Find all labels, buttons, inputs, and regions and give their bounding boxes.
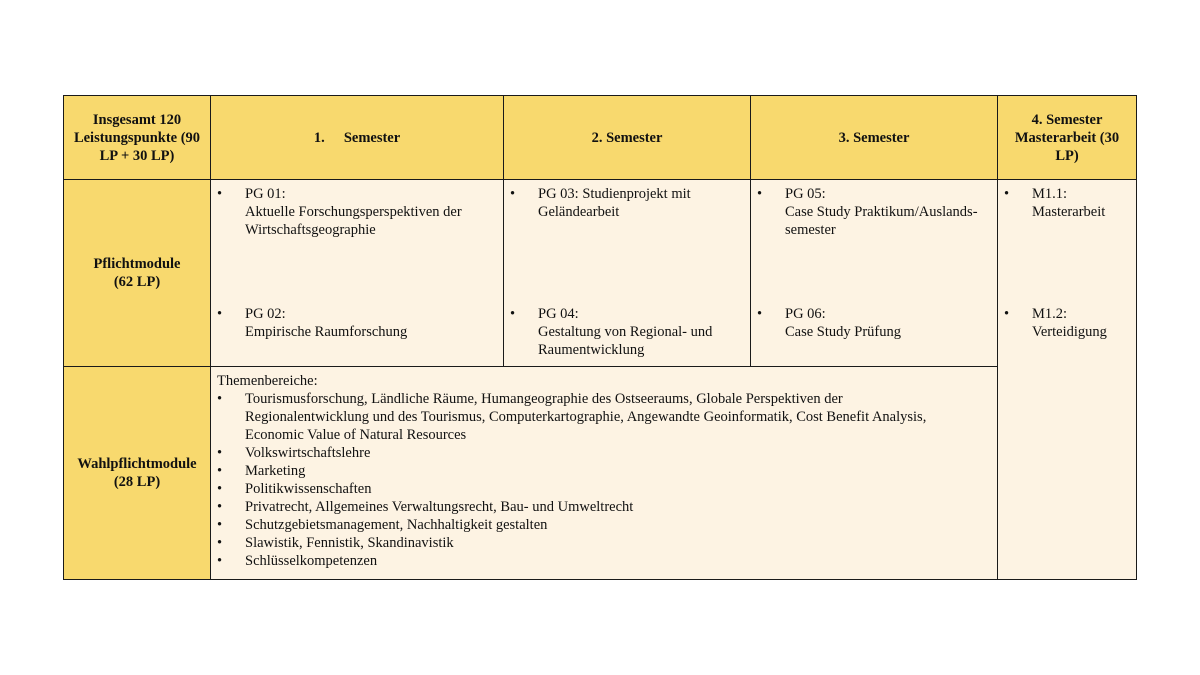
semester-4-label: 4. Semester Masterarbeit (30 LP) [1014, 111, 1120, 164]
module-pg05 [757, 185, 978, 239]
header-total-cell [63, 95, 211, 180]
list-item [217, 480, 926, 498]
module-pg04 [510, 305, 712, 359]
pflicht-lp: (62 LP) [113, 274, 161, 290]
list-item [217, 516, 926, 534]
module-pg06 [757, 305, 901, 341]
module-code: PG 02: [245, 306, 286, 322]
list-item [217, 462, 926, 480]
module-code: PG 01: [245, 186, 286, 202]
bullet-icon: • [217, 391, 223, 407]
list-item [217, 444, 926, 462]
module-m12 [1004, 305, 1107, 341]
module-m11 [1004, 185, 1105, 221]
pflicht-label-cell [63, 179, 211, 367]
header-semester-3 [750, 95, 998, 180]
topic-line: Slawistik, Fennistik, Skandinavistik [245, 535, 454, 551]
module-code: PG 03: Studienprojekt mit [538, 186, 691, 202]
bullet-icon: • [510, 306, 516, 322]
pflicht-label: Pflichtmodule [93, 256, 181, 272]
bullet-icon: • [757, 306, 763, 322]
bullet-icon: • [757, 186, 763, 202]
module-title-line: Aktuelle Forschungsperspektiven der [245, 204, 462, 220]
topic-line: Marketing [245, 463, 306, 479]
topic-line: Regionalentwicklung und des Tourismus, Computerkartographie, Angewandte Geoinformatik, Cost Benefit Analysis, [245, 409, 927, 425]
list-item [217, 498, 926, 516]
semester-2-label: 2. Semester [591, 129, 663, 146]
wahl-label-cell [63, 366, 211, 580]
topic-line: Schutzgebietsmanagement, Nachhaltigkeit gestalten [245, 517, 548, 533]
wahl-lp: (28 LP) [113, 474, 161, 490]
topic-line: Schlüsselkompetenzen [245, 553, 378, 569]
semester-1-label: Semester [343, 129, 401, 146]
header-semester-2 [503, 95, 751, 180]
topic-line: Privatrecht, Allgemeines Verwaltungsrecht, Bau- und Umweltrecht [245, 499, 634, 515]
bullet-icon: • [217, 535, 223, 551]
module-code: PG 06: [785, 306, 826, 322]
list-item [217, 534, 926, 552]
semester-1-number: 1. [313, 129, 325, 146]
list-item [217, 390, 926, 444]
header-semester-4 [997, 95, 1137, 180]
bullet-icon: • [217, 445, 223, 461]
module-pg03 [510, 185, 691, 221]
module-title-line: Verteidigung [1032, 324, 1107, 340]
module-code: M1.1: [1032, 186, 1068, 202]
bullet-icon: • [217, 306, 223, 322]
module-code: PG 05: [785, 186, 826, 202]
topic-line: Tourismusforschung, Ländliche Räume, Humangeographie des Ostseeraums, Globale Perspektiven der [245, 391, 843, 407]
module-title-line: Geländearbeit [538, 204, 620, 220]
module-code: PG 04: [538, 306, 579, 322]
module-title-line: semester [785, 222, 836, 238]
module-title-line: Wirtschaftsgeographie [245, 222, 376, 238]
semester-3-label: 3. Semester [838, 129, 910, 146]
bullet-icon: • [217, 499, 223, 515]
module-title-line: Empirische Raumforschung [245, 324, 408, 340]
topic-line: Economic Value of Natural Resources [245, 427, 467, 443]
topics-heading: Themenbereiche: [217, 373, 318, 389]
bullet-icon: • [217, 463, 223, 479]
semester-4-cell [997, 179, 1137, 580]
module-title-line: Raumentwicklung [538, 342, 645, 358]
topic-line: Politikwissenschaften [245, 481, 372, 497]
header-total-text: Insgesamt 120 Leistungspunkte (90 LP + 30 LP) [73, 111, 201, 164]
bullet-icon: • [217, 186, 223, 202]
bullet-icon: • [217, 553, 223, 569]
module-title-line: Case Study Prüfung [785, 324, 901, 340]
pflicht-sem2-cell [503, 179, 751, 367]
bullet-icon: • [217, 517, 223, 533]
topic-line: Volkswirtschaftslehre [245, 445, 371, 461]
module-title-line: Case Study Praktikum/Auslands- [785, 204, 978, 220]
bullet-icon: • [1004, 186, 1010, 202]
wahl-topics [217, 372, 926, 570]
module-title-line: Gestaltung von Regional- und [538, 324, 713, 340]
wahl-label: Wahlpflichtmodule [77, 456, 197, 472]
module-code: M1.2: [1032, 306, 1068, 322]
pflicht-sem3-cell [750, 179, 998, 367]
bullet-icon: • [217, 481, 223, 497]
module-pg02 [217, 305, 407, 341]
module-pg01 [217, 185, 462, 239]
list-item [217, 552, 926, 570]
pflicht-sem1-cell [210, 179, 504, 367]
header-semester-1 [210, 95, 504, 180]
bullet-icon: • [510, 186, 516, 202]
module-title-line: Masterarbeit [1032, 204, 1106, 220]
bullet-icon: • [1004, 306, 1010, 322]
wahl-content-cell [210, 366, 998, 580]
